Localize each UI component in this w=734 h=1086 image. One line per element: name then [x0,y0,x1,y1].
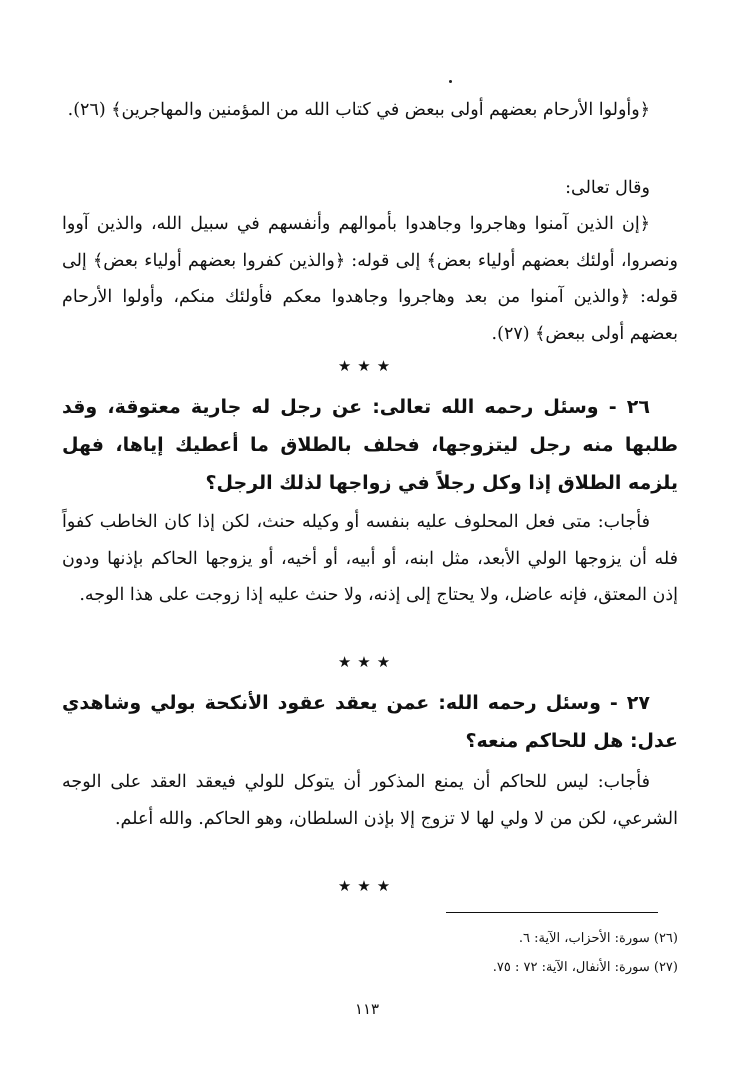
section-separator: ★★★ [337,357,397,375]
question-27: ٢٧ - وسئل رحمه الله: عمن يعقد عقود الأنكحة بولي وشاهدي عدل: هل للحاكم منعه؟ [62,692,678,752]
page-mark [449,80,452,83]
footnote-27: (٢٧) سورة: الأنفال، الآية: ٧٢ : ٧٥. [492,960,678,975]
section-separator: ★★★ [337,653,397,671]
verse-block-2: ﴿إن الذين آمنوا وهاجروا وجاهدوا بأموالهم وأنفسهم في سبيل الله، والذين آووا ونصروا، أولئك بعضهم أولياء بعض﴾ إلى قوله: ﴿والذين كفروا بعضهم أولياء بعض﴾ إلى قوله: ﴿والذين آمنوا من بعد وهاجروا وجاهدوا معكم فأولئك منكم، وأولوا الأرحام بعضهم أولى ببعض﴾ (٢٧). [62,214,678,344]
answer-27: فأجاب: ليس للحاكم أن يمنع المذكور أن يتوكل للولي فيعقد العقد على الوجه الشرعي، لكن من لا ولي لها لا تزوج إلا بإذن السلطان، وهو الحاكم. والله أعلم. [62,772,678,829]
footnote-26: (٢٦) سورة: الأحزاب، الآية: ٦. [518,931,678,946]
question-26: ٢٦ - وسئل رحمه الله تعالى: عن رجل له جارية معتوقة، وقد طلبها منه رجل ليتزوجها، فحلف بالطلاق ما أعطيك إياها، فهل يلزمه الطلاق إذا وكل رجلاً في زواجها لذلك الرجل؟ [62,396,678,494]
page-number: ١١٣ [354,1000,380,1018]
said-line: وقال تعالى: [565,178,650,198]
section-separator: ★★★ [337,877,397,895]
answer-26: فأجاب: متى فعل المحلوف عليه بنفسه أو وكيله حنث، لكن إذا كان الخاطب كفواً فله أن يزوجها الولي الأبعد، مثل ابنه، أو أبيه، أو أخيه، أو يزوجها الحاكم بإذنها ودون إذن المعتق، فإنه عاضل، ولا يحتاج إلى إذنه، ولا حنث عليه إذا زوجت على هذا الوجه. [62,512,678,605]
footnote-divider [446,912,658,913]
verse-block-1: ﴿وأولوا الأرحام بعضهم أولى ببعض في كتاب الله من المؤمنين والمهاجرين﴾ (٢٦). [67,100,650,120]
